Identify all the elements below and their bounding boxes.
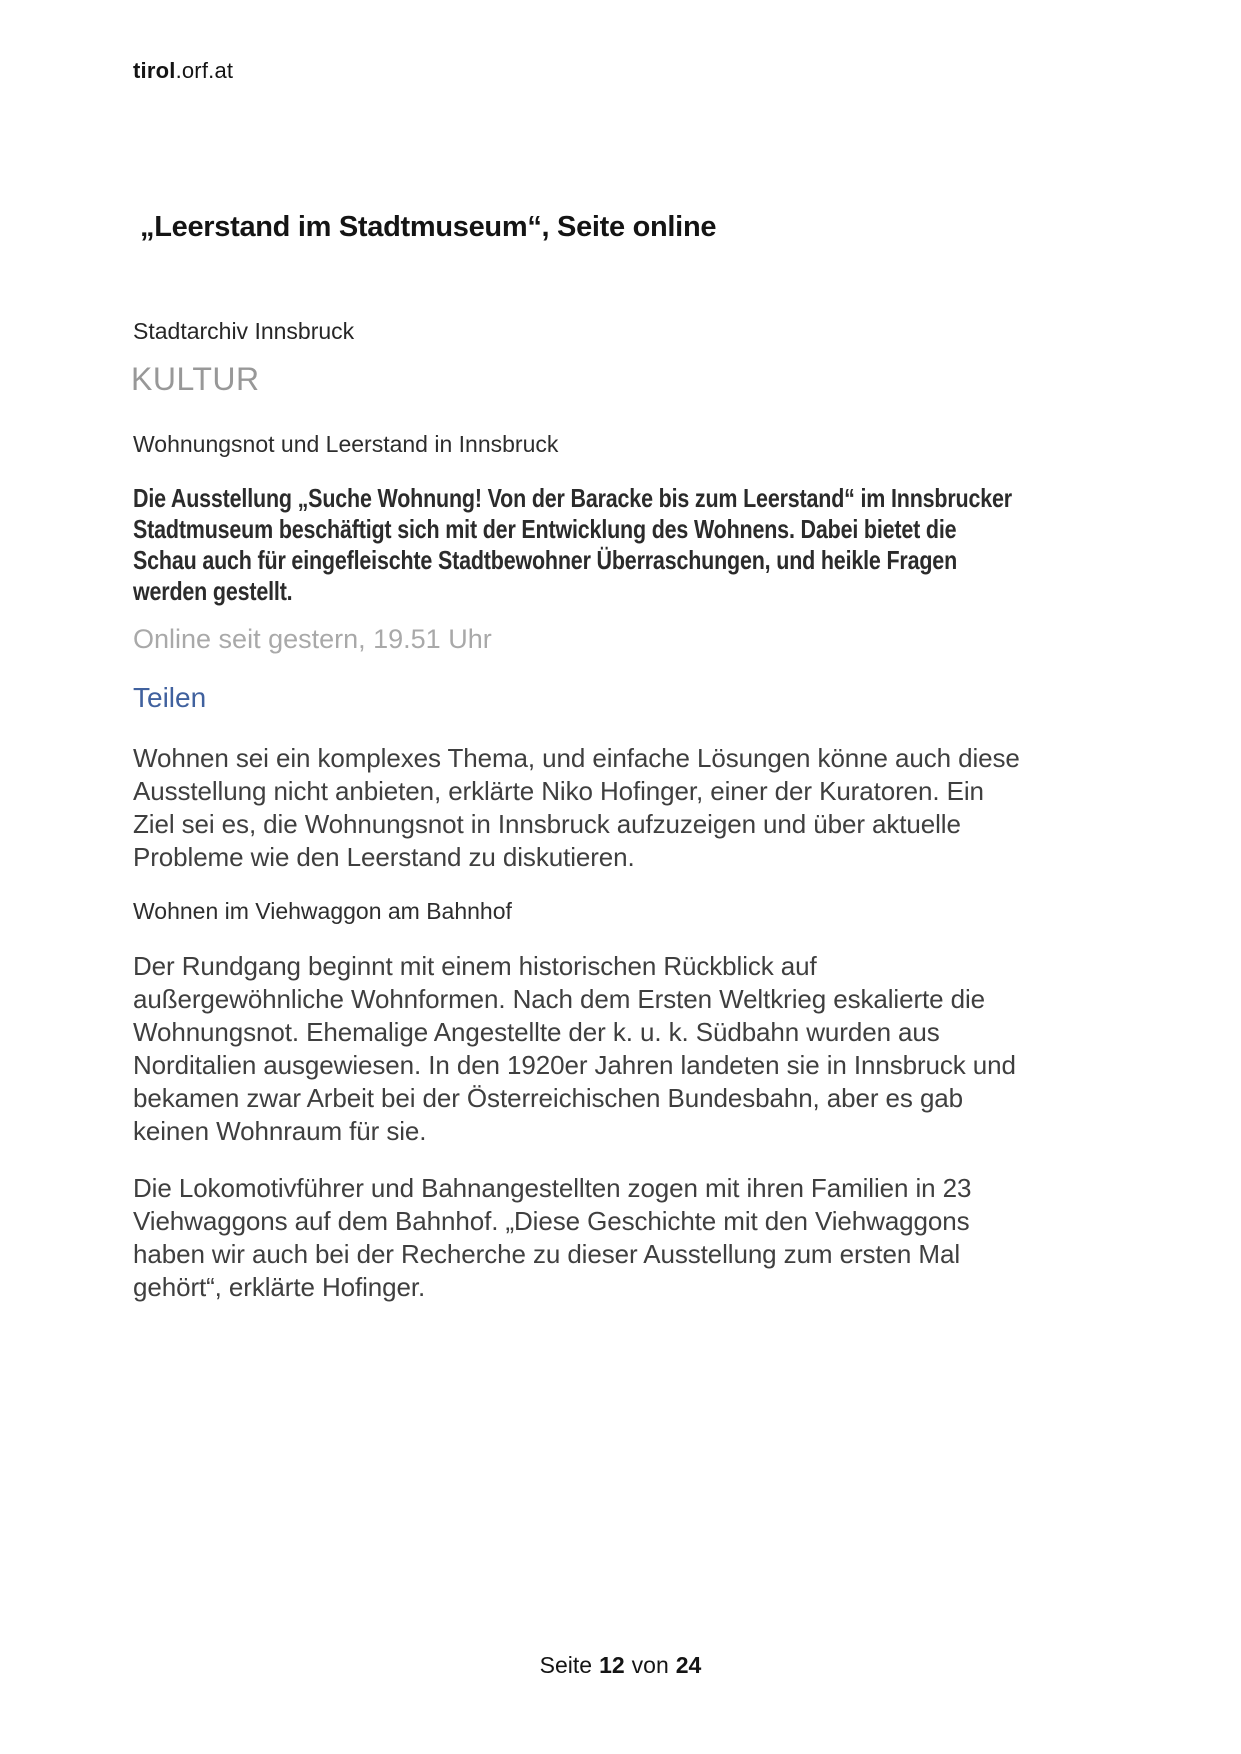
publish-timestamp: Online seit gestern, 19.51 Uhr [133,624,492,654]
article-subheading: Wohnen im Viehwaggon am Bahnhof [133,898,512,924]
share-link[interactable]: Teilen [133,682,207,713]
footer-total-pages: 24 [675,1652,702,1678]
article-paragraph: Wohnen sei ein komplexes Thema, und einfache Lösungen könne auch diese Ausstellung nicht anbieten, erklärte Niko Hofinger, einer der Kuratoren. Ein Ziel sei es, die Wohnungsnot in Innsbruck aufzuzeigen und über aktuelle Probleme wie den Leerstand zu diskutieren. [133,743,1020,872]
article-kicker: Wohnungsnot und Leerstand in Innsbruck [133,431,559,457]
image-source-caption: Stadtarchiv Innsbruck [133,318,355,344]
footer-label-page: Seite [539,1652,593,1678]
article-lead: Die Ausstellung „Suche Wohnung! Von der Baracke bis zum Leerstand“ im Innsbrucker Stadtmuseum beschäftigt sich mit der Entwicklung des Wohnens. Dabei bietet die Schau auch für eingefleischte Stadtbewohner Überraschungen, und heikle Fragen werden gestellt. [133,483,1012,606]
footer-current-page: 12 [599,1652,625,1678]
footer-label-of: von [631,1652,669,1678]
article-paragraph: Der Rundgang beginnt mit einem historischen Rückblick auf außergewöhnliche Wohnformen. Nach dem Ersten Weltkrieg eskalierte die Wohnungsnot. Ehemalige Angestellte der k. u. k. Südbahn wurden aus Norditalien ausgewiesen. In den 1920er Jahren landeten sie in Innsbruck und bekamen zwar Arbeit bei der Österreichischen Bundesbahn, aber es gab keinen Wohnraum für sie. [133,951,1016,1146]
section-label: KULTUR [131,361,260,397]
page-number-footer [0,1652,1241,1679]
site-brand [133,58,233,84]
article-paragraph: Die Lokomotivführer und Bahnangestellten zogen mit ihren Familien in 23 Viehwaggons auf dem Bahnhof. „Diese Geschichte mit den Viehwaggons haben wir auch bei der Recherche zu dieser Ausstellung zum ersten Mal gehört“, erklärte Hofinger. [133,1173,972,1302]
site-brand-domain: .orf.at [175,58,234,83]
document-title: „Leerstand im Stadtmuseum“, Seite online [140,211,717,243]
site-brand-bold: tirol [133,58,176,83]
